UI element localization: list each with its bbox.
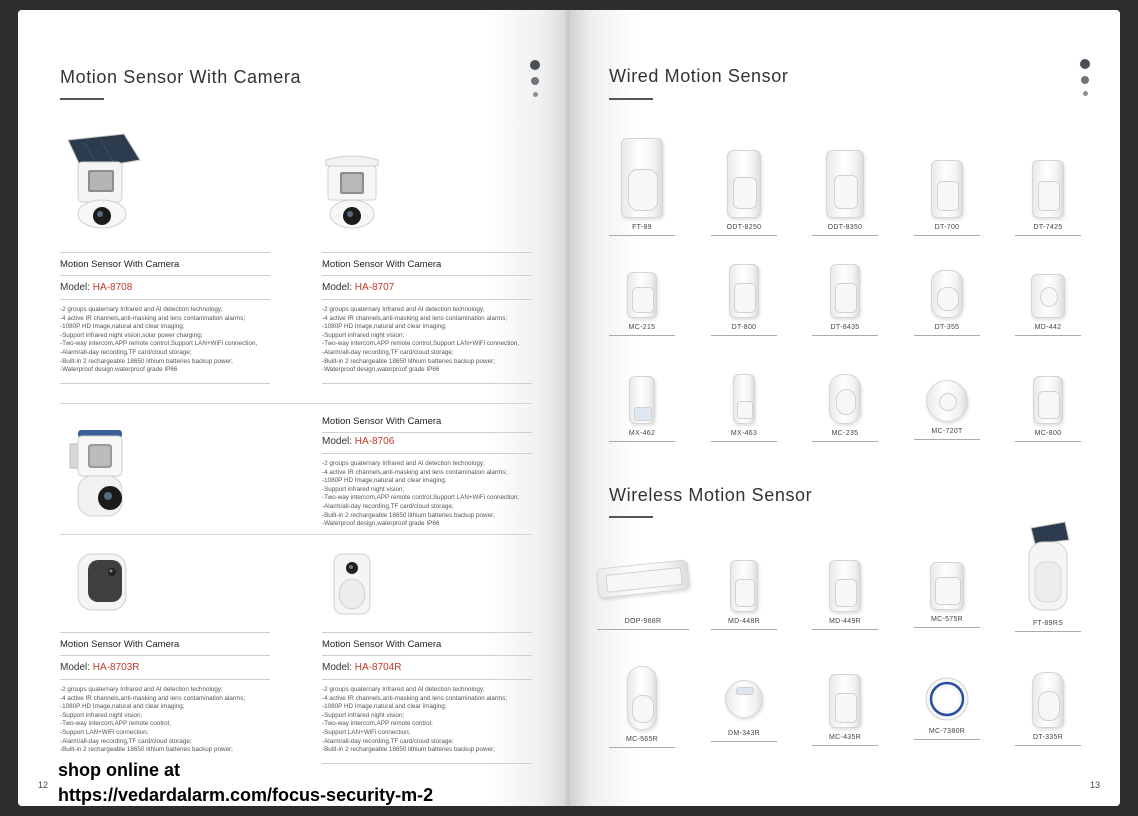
feature-item: -Built-in 2 rechargeable 18650 lithium batteries backup power; [322, 511, 495, 519]
feature-item: -Alarm/all-day recording,TF card/cloud storage; [322, 348, 454, 356]
product-mc-800 [1015, 376, 1081, 442]
page-dots-right [1080, 59, 1090, 96]
feature-item: -2 groups quaternary Infrared and AI detection technology; [322, 686, 485, 693]
sensor-image [829, 374, 861, 424]
feature-list [60, 686, 270, 763]
product-label: MC-565R [609, 736, 675, 748]
feature-list [322, 306, 532, 384]
product-mx-462 [609, 376, 675, 442]
product-dop-968r [597, 564, 689, 630]
sensor-image [725, 680, 763, 718]
product-mc-7380r [914, 676, 980, 740]
product-label: DM-343R [711, 730, 777, 742]
product-label: DOP-968R [597, 618, 689, 630]
right-page [569, 10, 1120, 806]
feature-item: -Waterproof design,waterproof grade IP66 [322, 520, 440, 528]
sensor-image [1032, 160, 1064, 218]
sensor-image [1032, 672, 1064, 728]
dot [531, 77, 539, 85]
model-label: Model: [322, 662, 355, 673]
model-label: Model: [322, 436, 355, 447]
feature-item: -Two-way intercom,APP remote control,Support LAN+WiFi connection, [322, 340, 520, 348]
product-dm-343r [711, 680, 777, 742]
product-label: MC-7380R [914, 728, 980, 740]
feature-list [322, 686, 532, 764]
product-label: MD-449R [812, 618, 878, 630]
product-label: DT-7425 [1015, 224, 1081, 236]
sensor-image [826, 150, 864, 218]
model-label: Model: [60, 282, 93, 293]
dot [533, 92, 538, 97]
divider [60, 403, 532, 404]
camera-image [322, 152, 382, 230]
product-md-442 [1015, 274, 1081, 336]
sensor-image [931, 160, 963, 218]
wireless-section-title: Wireless Motion Sensor [609, 485, 813, 505]
product-label: MX-462 [609, 430, 675, 442]
product-label: DT-700 [914, 224, 980, 236]
product-model [60, 278, 270, 300]
product-mc-565r [609, 666, 675, 748]
dot [530, 60, 540, 70]
product-md-448r [711, 560, 777, 630]
product-model [322, 278, 532, 300]
product-label: MC-800 [1015, 430, 1081, 442]
sensor-image [830, 264, 860, 318]
sensor-image [729, 264, 759, 318]
product-label: MC-720T [914, 428, 980, 440]
sensor-image [829, 674, 861, 728]
feature-item: -Built-in 2 rechargeable 18650 lithium batteries backup power; [322, 746, 495, 754]
feature-item: -4 active IR channels,anti-masking and lens contamination alarms; [60, 314, 246, 322]
product-label: MC-215 [609, 324, 675, 336]
product-label: MD-448R [711, 618, 777, 630]
product-label: ODT-8350 [812, 224, 878, 236]
product-mc-215 [609, 272, 675, 336]
product-name: Motion Sensor With Camera [60, 632, 270, 656]
product-mc-575r [914, 562, 980, 628]
product-dt-7425 [1015, 160, 1081, 236]
model-label: Model: [60, 662, 93, 673]
left-title-rule [60, 98, 104, 100]
feature-item: -Two-way intercom,APP remote control; [322, 720, 433, 728]
product-name: Motion Sensor With Camera [322, 410, 532, 433]
product-label: FT-89RS [1015, 620, 1081, 632]
feature-item: -Two-way intercom,APP remote control; [60, 720, 171, 728]
sensor-image [931, 270, 963, 318]
dot [1080, 59, 1090, 69]
feature-item: -Built-in 2 rechargeable 18650 lithium batteries backup power; [60, 357, 233, 365]
feature-item: -1080P HD Image,natural and clear imaging; [60, 323, 185, 331]
model-label: Model: [322, 282, 355, 293]
product-ft-89rs [1015, 518, 1081, 632]
page-dots-left [530, 60, 540, 97]
product-dt-800 [711, 264, 777, 336]
sensor-image [627, 272, 657, 318]
divider [60, 534, 532, 535]
product-label: DT-800 [711, 324, 777, 336]
feature-item: -Support infrared night vision; [322, 485, 405, 493]
feature-item: -Alarm/all-day recording,TF card/cloud storage; [60, 737, 192, 745]
feature-item: -Waterproof design,waterproof grade IP66 [322, 366, 440, 374]
feature-item: -Support infrared night vision; [60, 711, 143, 719]
sensor-image [621, 138, 663, 218]
sensor-image [730, 560, 758, 612]
model-code: HA-8704R [354, 662, 402, 673]
product-label: MX-463 [711, 430, 777, 442]
product-name: Motion Sensor With Camera [322, 632, 532, 656]
sensor-image [733, 374, 755, 424]
product-dt-8435 [812, 264, 878, 336]
overlay-line-1: shop online at [58, 760, 181, 780]
product-dt-355 [914, 270, 980, 336]
overlay-url[interactable]: https://vedardalarm.com/focus-security-m-2 [58, 785, 434, 805]
feature-item: -Support infrared night vision; [322, 711, 405, 719]
catalog-spread [18, 10, 1120, 806]
feature-item: -1080P HD Image,natural and clear imaging; [60, 703, 185, 711]
model-code: HA-8707 [354, 282, 395, 293]
feature-item: -2 groups quaternary Infrared and AI detection technology; [60, 686, 223, 693]
product-odt-8250 [711, 150, 777, 236]
feature-item: -4 active IR channels,anti-masking and lens contamination alarms; [322, 314, 508, 322]
product-label: DT-355 [914, 324, 980, 336]
product-label: MC-575R [914, 616, 980, 628]
wireless-title-rule [609, 516, 653, 518]
product-label: FT-89 [609, 224, 675, 236]
product-label: MC-435R [812, 734, 878, 746]
feature-item: -Support infrared night vision; [322, 331, 405, 339]
feature-item: -1080P HD Image,natural and clear imaging; [322, 323, 447, 331]
feature-item: -4 active IR channels,anti-masking and lens contamination alarms; [322, 694, 508, 702]
feature-item: -1080P HD Image,natural and clear imaging; [322, 477, 447, 485]
feature-item: -Built-in 2 rechargeable 18650 lithium batteries backup power; [60, 746, 233, 754]
product-label: ODT-8250 [711, 224, 777, 236]
feature-item: -2 groups quaternary Infrared and AI detection technology; [322, 460, 485, 467]
feature-item: -Alarm/all-day recording,TF card/cloud storage; [322, 737, 454, 745]
sensor-image [926, 380, 968, 422]
feature-item: -Built-in 2 rechargeable 18650 lithium batteries backup power; [322, 357, 495, 365]
product-dt-335r [1015, 672, 1081, 746]
product-mc-435r [812, 674, 878, 746]
feature-item: -2 groups quaternary Infrared and AI detection technology; [60, 306, 223, 313]
sensor-image [1031, 274, 1065, 318]
pir-camera-image [330, 550, 374, 618]
product-mx-463 [711, 374, 777, 442]
product-label: MC-235 [812, 430, 878, 442]
product-mc-235 [812, 374, 878, 442]
product-dt-700 [914, 160, 980, 236]
battery-camera-image [74, 550, 130, 614]
product-name: Motion Sensor With Camera [322, 252, 532, 276]
product-name: Motion Sensor With Camera [60, 252, 270, 276]
product-label: DT-8435 [812, 324, 878, 336]
sensor-image [930, 562, 964, 610]
model-code: HA-8703R [92, 662, 140, 673]
left-section-title: Motion Sensor With Camera [60, 67, 302, 87]
product-md-449r [812, 560, 878, 630]
dot [1083, 91, 1088, 96]
feature-item: -Support infrared night vision,solar power charging; [60, 331, 203, 339]
feature-item: -Alarm/all-day recording,TF card/cloud storage; [60, 348, 192, 356]
product-ft-89 [609, 138, 675, 236]
solar-sensor-image [1025, 518, 1071, 614]
feature-item: -2 groups quaternary Infrared and AI detection technology; [322, 306, 485, 313]
shop-online-overlay [58, 758, 433, 808]
wired-section-title: Wired Motion Sensor [609, 66, 789, 86]
sensor-image [727, 150, 761, 218]
page-number-right: 13 [1090, 780, 1101, 790]
product-label: MD-442 [1015, 324, 1081, 336]
sensor-image [1033, 376, 1063, 424]
round-sensor-image [924, 676, 970, 722]
feature-item: -Support LAN+WiFi connection; [322, 728, 411, 736]
product-model [322, 658, 532, 680]
solar-camera-image [64, 130, 144, 230]
product-mc-720t [914, 380, 980, 440]
wired-title-rule [609, 98, 653, 100]
product-odt-8350 [812, 150, 878, 236]
feature-item: -4 active IR channels,anti-masking and lens contamination alarms; [322, 468, 508, 476]
feature-item: -4 active IR channels,anti-masking and lens contamination alarms; [60, 694, 246, 702]
sensor-image [596, 559, 691, 598]
feature-item: -1080P HD Image,natural and clear imaging; [322, 703, 447, 711]
sensor-image [629, 376, 655, 424]
wall-camera-image [68, 426, 128, 522]
sensor-image [829, 560, 861, 612]
feature-item: -Two-way intercom,APP remote control,Support LAN+WiFi connection; [322, 494, 520, 502]
feature-item: -Support LAN+WiFi connection; [60, 728, 149, 736]
feature-list [322, 460, 532, 537]
feature-item: -Waterproof design,waterproof grade IP66 [60, 366, 178, 374]
feature-list [60, 306, 270, 384]
product-model [60, 658, 270, 680]
model-code: HA-8706 [354, 436, 395, 447]
product-label: DT-335R [1015, 734, 1081, 746]
product-model [322, 432, 532, 454]
sensor-image [627, 666, 657, 730]
model-code: HA-8708 [92, 282, 133, 293]
dot [1081, 76, 1089, 84]
page-number-left: 12 [38, 780, 49, 790]
left-page [18, 10, 569, 806]
feature-item: -Two-way intercom,APP remote control,Support LAN+WiFi connection, [60, 340, 258, 348]
feature-item: -Alarm/all-day recording,TF card/cloud storage; [322, 502, 454, 510]
